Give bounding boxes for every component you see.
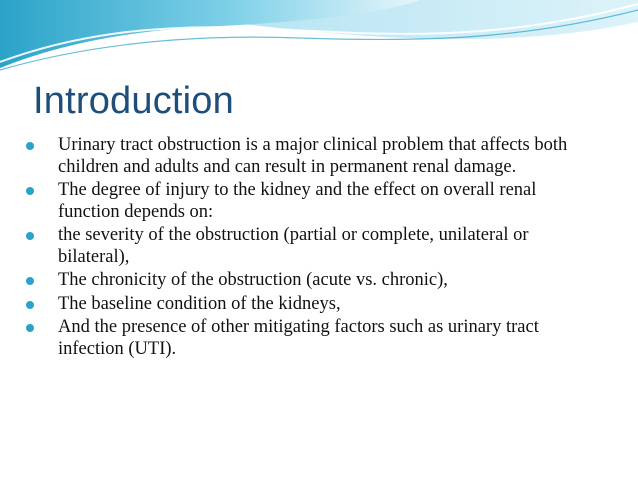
filled-circle-bullet-icon <box>26 277 34 285</box>
filled-circle-bullet-icon <box>26 232 34 240</box>
bullet-text: The chronicity of the obstruction (acute vs. chronic), <box>58 270 448 290</box>
bullet-item <box>22 270 602 292</box>
bullet-text: And the presence of other mitigating factors such as urinary tract infection (UTI). <box>58 317 539 359</box>
bullet-item <box>22 225 602 268</box>
bullet-item <box>22 294 602 316</box>
bullet-item <box>22 135 602 178</box>
bullet-text: the severity of the obstruction (partial or complete, unilateral or bilateral), <box>58 225 529 267</box>
header-wave-decoration <box>0 0 638 80</box>
filled-circle-bullet-icon <box>26 324 34 332</box>
filled-circle-bullet-icon <box>26 187 34 195</box>
bullet-item <box>22 180 602 223</box>
bullet-text: Urinary tract obstruction is a major clinical problem that affects both children and adults and can result in permanent renal damage. <box>58 135 568 177</box>
bullet-text: The baseline condition of the kidneys, <box>58 293 341 314</box>
bullet-item <box>22 317 602 360</box>
slide-title: Introduction <box>33 80 234 122</box>
filled-circle-bullet-icon <box>26 142 34 150</box>
bullet-text: The degree of injury to the kidney and the effect on overall renal function depends on: <box>58 180 537 222</box>
filled-circle-bullet-icon <box>26 301 34 309</box>
bullet-list <box>22 135 602 362</box>
